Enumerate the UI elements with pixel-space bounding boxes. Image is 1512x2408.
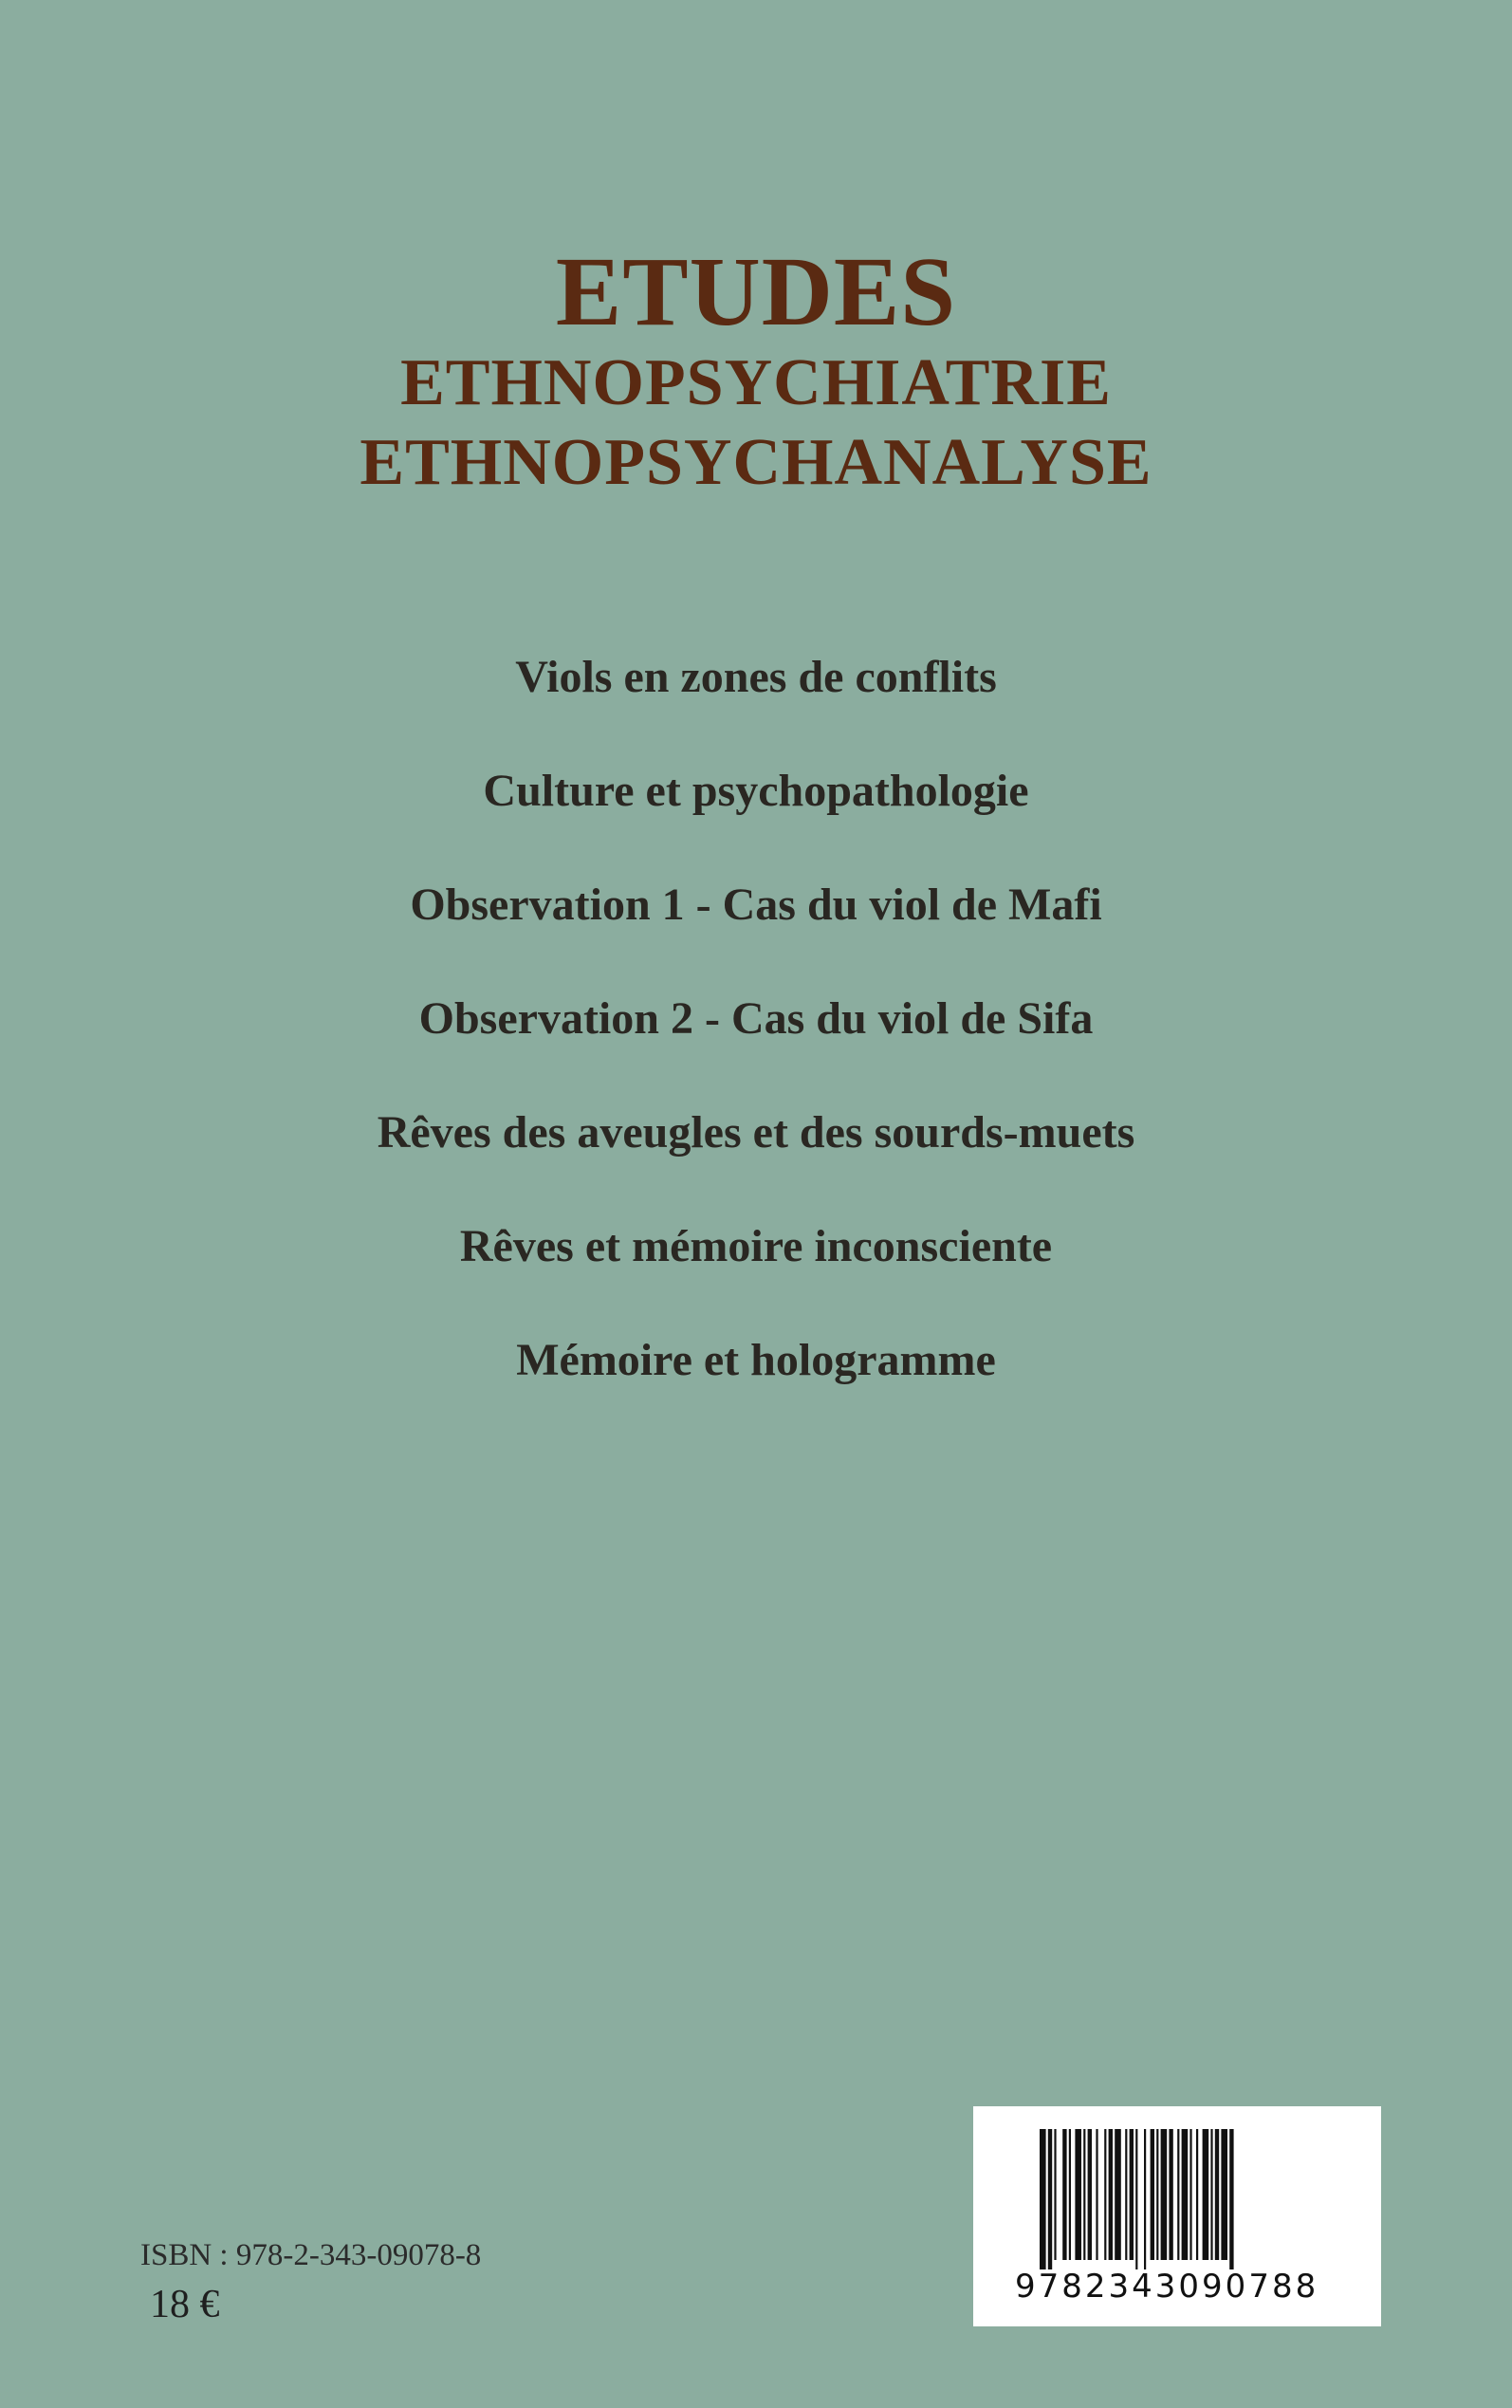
barcode-bar xyxy=(1189,2129,1191,2260)
barcode-bar xyxy=(1062,2129,1066,2260)
barcode-bar xyxy=(1182,2129,1189,2260)
barcode-bar xyxy=(1177,2129,1179,2260)
barcode-bar xyxy=(1130,2129,1134,2260)
barcode-bar xyxy=(1215,2129,1219,2260)
barcode-bar xyxy=(1054,2129,1056,2260)
barcode-bar xyxy=(1048,2129,1052,2269)
barcode-bar xyxy=(1083,2129,1085,2260)
barcode-bar xyxy=(1221,2129,1227,2260)
contents-item: Mémoire et hologramme xyxy=(516,1335,996,1385)
barcode-bar xyxy=(1125,2129,1127,2260)
contents-item: Viols en zones de conflits xyxy=(515,652,997,702)
barcode-bar xyxy=(1109,2129,1113,2260)
contents-item: Rêves et mémoire inconsciente xyxy=(459,1221,1053,1271)
barcode-bar xyxy=(1115,2129,1121,2260)
barcode-bars xyxy=(1040,2129,1353,2269)
contents-list xyxy=(0,641,1512,1438)
barcode-bar xyxy=(1104,2129,1106,2260)
barcode xyxy=(973,2106,1381,2326)
contents-item: Observation 2 - Cas du viol de Sifa xyxy=(418,993,1094,1044)
price-label: 18 € xyxy=(150,2283,220,2326)
barcode-bar xyxy=(1203,2129,1209,2260)
contents-item: Rêves des aveugles et des sourds-muets xyxy=(377,1107,1135,1158)
series-subtitle-1: ETHNOPSYCHIATRIE xyxy=(400,346,1112,419)
barcode-digits: 9782343090788 xyxy=(1015,2268,1319,2306)
barcode-bar xyxy=(1096,2129,1097,2260)
barcode-bar xyxy=(1229,2129,1233,2269)
isbn-label: ISBN : 978-2-343-09078-8 xyxy=(140,2238,482,2272)
barcode-bar xyxy=(1161,2129,1168,2260)
barcode-bar xyxy=(1156,2129,1158,2260)
barcode-bar xyxy=(1088,2129,1092,2260)
barcode-bar xyxy=(1169,2129,1172,2260)
series-title: ETUDES xyxy=(555,237,957,346)
barcode-bar xyxy=(1069,2129,1071,2260)
barcode-bar xyxy=(1210,2129,1212,2260)
barcode-bar xyxy=(1040,2129,1046,2269)
contents-item: Culture et psychopathologie xyxy=(483,766,1029,816)
contents-item: Observation 1 - Cas du viol de Mafi xyxy=(410,880,1102,930)
barcode-bar xyxy=(1151,2129,1154,2260)
barcode-bar xyxy=(1144,2129,1146,2269)
series-subtitle-2: ETHNOPSYCHANALYSE xyxy=(360,426,1152,499)
barcode-bar xyxy=(1135,2129,1137,2269)
barcode-bar xyxy=(1196,2129,1198,2260)
barcode-bar xyxy=(1075,2129,1081,2260)
